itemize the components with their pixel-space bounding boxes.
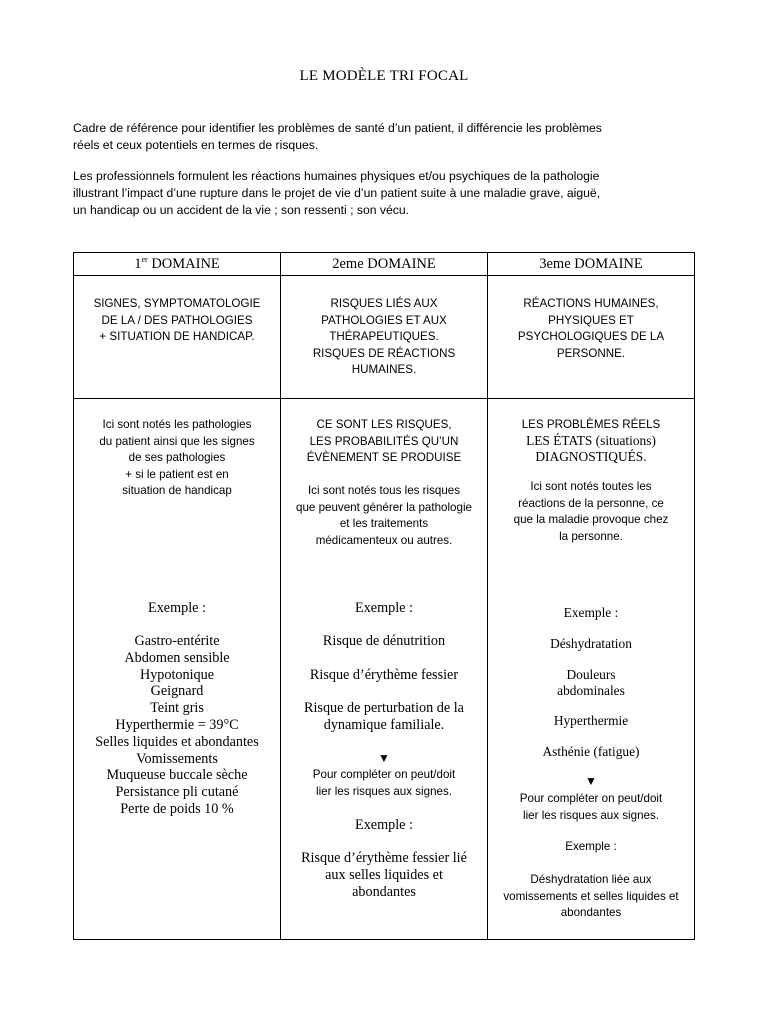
domain-3-problems-caption: LES PROBLÈMES RÉELS: [521, 418, 661, 431]
intro-paragraph-2: [73, 168, 703, 219]
domain-2-header: 2eme DOMAINE: [281, 253, 488, 276]
definition-row: [74, 276, 695, 399]
domain-2-content: [281, 399, 488, 940]
list-item: Risque de perturbation de la dynamique familiale.: [304, 700, 464, 733]
domain-3-example-label: Exemple :: [563, 605, 619, 620]
domain-3-header: 3eme DOMAINE: [488, 253, 695, 276]
domain-3-example2-label: Exemple :: [565, 840, 617, 853]
list-item: Hypotonique: [139, 666, 215, 683]
domain-2-description: Ici sont notés tous les risques que peuvent générer la pathologie et les traitements médicamenteux ou autres.: [296, 484, 472, 547]
list-item: Abdomen sensible: [124, 649, 230, 666]
intro-line: Les professionnels formulent les réactions humaines physiques et/ou psychiques de la pathologie: [73, 169, 600, 183]
domain-2-risks-caption: CE SONT LES RISQUES, LES PROBABILITÉS QU’UN ÉVÈNEMENT SE PRODUISE: [306, 418, 462, 464]
list-item: Risque d’érythème fessier: [309, 667, 459, 683]
domain-1-examples: [74, 633, 280, 818]
domain-3-description: Ici sont notés toutes les réactions de la personne, ce que la maladie provoque chez la personne.: [513, 480, 669, 543]
page-title: LE MODÈLE TRI FOCAL: [299, 68, 469, 84]
down-arrow-icon: ▼: [378, 751, 390, 765]
intro-line: réels et ceux potentiels en termes de risques.: [73, 138, 319, 152]
list-item: Gastro-entérite: [134, 633, 220, 649]
list-item: Muqueuse buccale sèche: [106, 767, 248, 784]
content-row: [74, 399, 695, 940]
domain-1-content: [74, 399, 281, 940]
domain-2-example2: Risque d’érythème fessier lié aux selles liquides et abondantes: [301, 850, 467, 900]
domain-3-content: [488, 399, 695, 940]
header-row: [74, 253, 695, 276]
domain-3-states: LES ÉTATS (situations) DIAGNOSTIQUÉS.: [526, 433, 656, 464]
domain-3-definition: RÉACTIONS HUMAINES, PHYSIQUES ET PSYCHOLOGIQUES DE LA PERSONNE.: [488, 276, 695, 399]
list-item: Douleurs abdominales: [557, 667, 625, 698]
intro-paragraph-1: [73, 120, 703, 154]
list-item: Geignard: [150, 683, 204, 700]
list-item: Hyperthermie: [553, 713, 629, 728]
list-item: Perte de poids 10 %: [120, 800, 234, 817]
domains-table: [73, 252, 695, 940]
domain-2-example-label: Exemple :: [355, 600, 413, 616]
list-item: Teint gris: [150, 700, 204, 717]
intro-line: Cadre de référence pour identifier les problèmes de santé d’un patient, il différencie les problèmes: [73, 121, 602, 135]
domain-1-definition: SIGNES, SYMPTOMATOLOGIE DE LA / DES PATHOLOGIES + SITUATION DE HANDICAP.: [74, 276, 281, 399]
list-item: Persistance pli cutané: [115, 784, 239, 801]
domain-1-description: Ici sont notés les pathologies du patient ainsi que les signes de ses pathologies + si le patient est en situation de handicap: [99, 418, 255, 497]
list-item: Risque de dénutrition: [322, 633, 446, 649]
intro-line: illustrant l’impact d’une rupture dans le projet de vie d’un patient suite à une maladie grave, aiguë,: [73, 186, 601, 200]
domain-2-note: Pour compléter on peut/doit lier les risques aux signes.: [312, 768, 456, 798]
list-item: Asthénie (fatigue): [542, 744, 640, 759]
domain-3-note: Pour compléter on peut/doit lier les risques aux signes.: [519, 792, 663, 822]
list-item: Selles liquides et abondantes: [95, 733, 259, 750]
list-item: Déshydratation: [550, 636, 632, 651]
domain-3-example2: Déshydratation liée aux vomissements et selles liquides et abondantes: [503, 873, 679, 919]
domain-1-header: 1er DOMAINE: [74, 253, 281, 276]
intro-line: un handicap ou un accident de la vie ; son ressenti ; son vécu.: [73, 203, 410, 217]
domain-2-example2-label: Exemple :: [355, 817, 413, 833]
down-arrow-icon: ▼: [585, 774, 597, 788]
domain-1-example-label: Exemple :: [148, 600, 206, 616]
list-item: Hyperthermie = 39°C: [115, 716, 239, 733]
domain-2-definition: RISQUES LIÉS AUX PATHOLOGIES ET AUX THÉRAPEUTIQUES. RISQUES DE RÉACTIONS HUMAINES.: [281, 276, 488, 399]
list-item: Vomissements: [136, 750, 218, 767]
